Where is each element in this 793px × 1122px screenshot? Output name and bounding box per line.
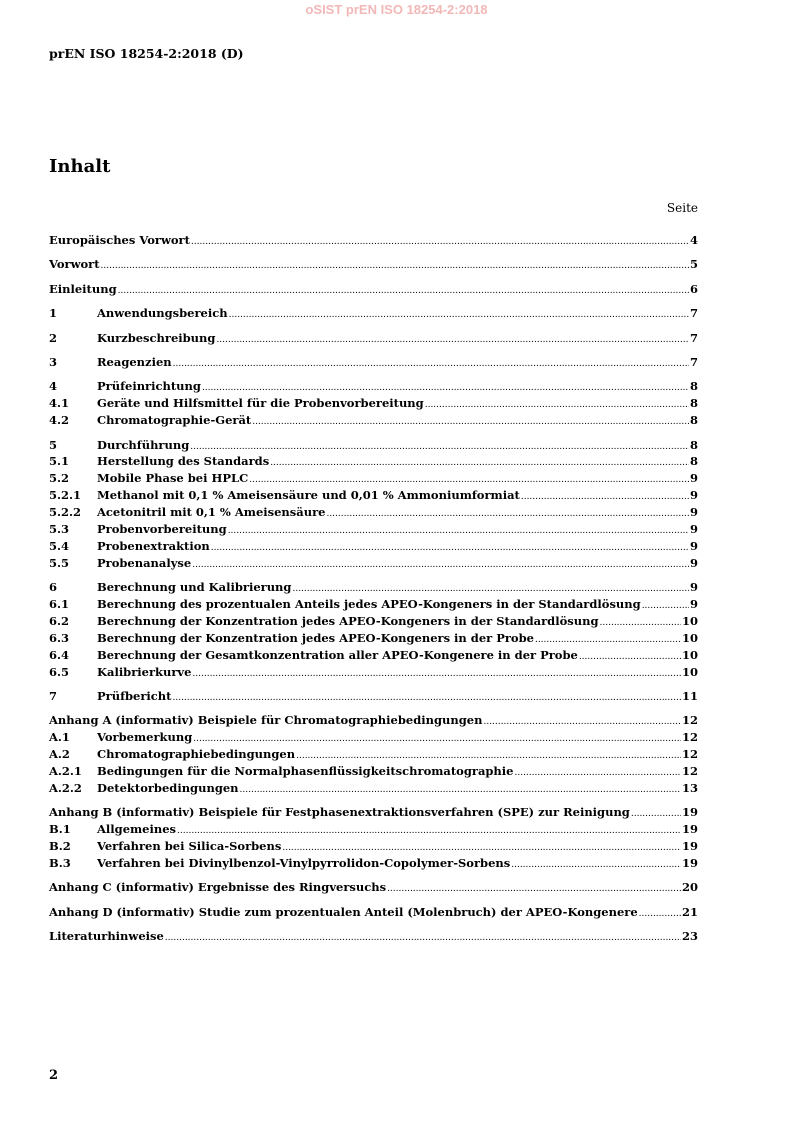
toc-entry-number: 4.2	[49, 413, 70, 428]
toc-entry-number: 5	[49, 437, 58, 452]
toc-entry-label: Anhang C (informativ) Ergebnisse des Ringversuchs	[49, 880, 387, 895]
toc-entry-label: Literaturhinweise	[49, 929, 164, 944]
toc-entry-page: 9	[689, 521, 698, 536]
toc-entry[interactable]	[49, 712, 698, 729]
toc-entry[interactable]	[49, 470, 698, 487]
toc-entry-page: 7	[689, 306, 698, 321]
toc-entry-page: 12	[681, 764, 698, 779]
toc-entry[interactable]	[49, 281, 698, 298]
toc-entry-page: 9	[689, 555, 698, 570]
toc-leader-dots	[631, 806, 681, 823]
toc-entry-number: 3	[49, 354, 58, 369]
toc-leader-dots	[211, 540, 689, 557]
toc-leader-dots	[173, 356, 689, 373]
toc-leader-dots	[600, 615, 681, 632]
toc-entry[interactable]	[49, 412, 698, 429]
toc-entry-label: Probenextraktion	[97, 538, 210, 553]
toc-leader-dots	[270, 455, 689, 472]
toc-entry[interactable]	[49, 855, 698, 872]
toc-entry-label: Verfahren bei Divinylbenzol-Vinylpyrrolidon-Copolymer-Sorbens	[97, 856, 511, 870]
toc-entry-label: Einleitung	[49, 281, 117, 296]
toc-entry-number: 6.3	[49, 630, 70, 645]
toc-entry[interactable]	[49, 879, 698, 896]
toc-entry-page: 6	[689, 281, 698, 296]
table-of-contents	[49, 232, 698, 945]
toc-entry-page: 9	[689, 580, 698, 595]
toc-entry-number: 1	[49, 306, 58, 321]
toc-entry-page: 9	[689, 538, 698, 553]
seite-label: Seite	[666, 201, 698, 215]
toc-entry-page: 8	[689, 454, 698, 469]
toc-leader-dots	[172, 690, 681, 707]
toc-entry-label: Kalibrierkurve	[97, 664, 192, 679]
toc-entry-label: Berechnung der Gesamtkonzentration aller APEO-Kongenere in der Probe	[97, 647, 578, 662]
toc-leader-dots	[229, 307, 689, 324]
toc-entry[interactable]	[49, 780, 698, 797]
toc-entry-page: 9	[689, 505, 698, 520]
toc-leader-dots	[101, 258, 689, 275]
toc-entry-page: 20	[681, 880, 698, 895]
toc-entry-label: Berechnung der Konzentration jedes APEO-Kongeners in der Probe	[97, 630, 534, 645]
toc-entry-number: B.3	[49, 856, 71, 870]
toc-entry[interactable]	[49, 487, 698, 504]
toc-leader-dots	[579, 649, 681, 666]
toc-entry-label: Acetonitril mit 0,1 % Ameisensäure	[97, 505, 326, 520]
toc-entry-label: Allgemeines	[97, 822, 177, 837]
toc-entry-page: 19	[681, 822, 698, 837]
toc-entry-page: 10	[681, 647, 698, 662]
toc-entry-number: 2	[49, 330, 58, 345]
toc-leader-dots	[425, 397, 689, 414]
toc-entry-label: Prüfeinrichtung	[97, 379, 201, 394]
toc-entry-page: 13	[681, 780, 698, 795]
toc-entry-page: 7	[689, 354, 698, 369]
toc-entry-number: 7	[49, 688, 58, 703]
toc-leader-dots	[118, 283, 689, 300]
toc-entry[interactable]	[49, 904, 698, 921]
toc-entry-number: 5.2	[49, 471, 70, 486]
toc-entry[interactable]	[49, 630, 698, 647]
toc-entry-label: Herstellung des Standards	[97, 454, 270, 469]
toc-entry-page: 19	[681, 805, 698, 820]
toc-entry-number: A.2	[49, 747, 70, 762]
toc-entry-label: Prüfbericht	[97, 688, 172, 703]
toc-entry[interactable]	[49, 437, 698, 454]
toc-entry-page: 9	[689, 471, 698, 486]
toc-entry-page: 4	[689, 233, 698, 247]
page-number: 2	[49, 1068, 59, 1083]
toc-leader-dots	[252, 414, 689, 431]
toc-entry-page: 19	[681, 839, 698, 854]
toc-entry-number: 6.4	[49, 647, 70, 662]
toc-entry-label: Mobile Phase bei HPLC	[97, 471, 249, 486]
toc-leader-dots	[228, 523, 689, 540]
toc-entry[interactable]	[49, 729, 698, 746]
toc-entry-page: 10	[681, 630, 698, 645]
toc-entry[interactable]	[49, 538, 698, 555]
toc-entry-label: Verfahren bei Silica-Sorbens	[97, 839, 282, 854]
toc-entry-page: 8	[689, 437, 698, 452]
toc-entry[interactable]	[49, 330, 698, 347]
page-title: Inhalt	[49, 156, 111, 177]
toc-entry-page: 9	[689, 597, 698, 612]
toc-leader-dots	[511, 857, 681, 874]
toc-entry-label: Kurzbeschreibung	[97, 330, 216, 345]
toc-entry-number: 5.3	[49, 521, 70, 536]
toc-entry-number: A.1	[49, 730, 70, 745]
toc-leader-dots	[191, 234, 689, 251]
toc-entry[interactable]	[49, 664, 698, 681]
toc-entry[interactable]	[49, 378, 698, 395]
toc-entry-label: Berechnung der Konzentration jedes APEO-Kongeners in der Standardlösung	[97, 613, 599, 628]
toc-entry[interactable]	[49, 613, 698, 630]
toc-entry-label: Anwendungsbereich	[97, 306, 228, 321]
toc-entry-label: Anhang A (informativ) Beispiele für Chromatographiebedingungen	[49, 713, 483, 728]
toc-entry-label: Berechnung und Kalibrierung	[97, 580, 292, 595]
watermark: oSIST prEN ISO 18254-2:2018	[305, 2, 488, 17]
toc-entry-page: 5	[689, 257, 698, 272]
toc-entry-page: 8	[689, 413, 698, 428]
toc-entry[interactable]	[49, 555, 698, 572]
toc-leader-dots	[514, 765, 681, 782]
toc-entry-number: 6.1	[49, 597, 70, 612]
toc-entry[interactable]	[49, 821, 698, 838]
toc-entry-label: Durchführung	[97, 437, 190, 452]
toc-entry-page: 23	[681, 929, 698, 944]
toc-entry[interactable]	[49, 395, 698, 412]
toc-entry-number: 5.2.1	[49, 488, 82, 503]
toc-leader-dots	[639, 906, 681, 923]
toc-entry-number: 5.5	[49, 555, 70, 570]
toc-entry-number: 6.2	[49, 613, 70, 628]
toc-entry-number: 4	[49, 379, 58, 394]
toc-entry[interactable]	[49, 763, 698, 780]
toc-entry-label: Chromatographie-Gerät	[97, 413, 252, 428]
toc-entry-label: Geräte und Hilfsmittel für die Probenvorbereitung	[97, 396, 424, 411]
toc-entry-page: 8	[689, 379, 698, 394]
toc-entry-page: 8	[689, 396, 698, 411]
toc-entry-label: Detektorbedingungen	[97, 780, 239, 795]
toc-entry[interactable]	[49, 453, 698, 470]
toc-entry-label: Bedingungen für die Normalphasenflüssigkeitschromatographie	[97, 764, 514, 779]
toc-entry-label: Chromatographiebedingungen	[97, 747, 296, 762]
toc-leader-dots	[240, 782, 681, 799]
toc-entry-number: B.2	[49, 839, 71, 854]
toc-entry[interactable]	[49, 804, 698, 821]
toc-entry[interactable]	[49, 256, 698, 273]
toc-entry[interactable]	[49, 688, 698, 705]
document-id: prEN ISO 18254-2:2018 (D)	[49, 46, 244, 61]
toc-entry-number: A.2.1	[49, 764, 82, 779]
toc-entry-number: 6.5	[49, 664, 70, 679]
toc-entry-number: A.2.2	[49, 780, 82, 795]
toc-entry-page: 12	[681, 713, 698, 728]
toc-entry[interactable]	[49, 579, 698, 596]
toc-entry[interactable]	[49, 354, 698, 371]
toc-leader-dots	[216, 332, 689, 349]
toc-entry-page: 9	[689, 488, 698, 503]
toc-entry-label: Probenanalyse	[97, 555, 192, 570]
toc-entry-page: 11	[681, 688, 698, 703]
toc-entry-page: 10	[681, 664, 698, 679]
toc-entry-page: 12	[681, 730, 698, 745]
toc-entry[interactable]	[49, 596, 698, 613]
toc-entry-label: Vorwort	[49, 257, 100, 272]
toc-leader-dots	[192, 666, 681, 683]
toc-entry-number: 4.1	[49, 396, 70, 411]
toc-entry-number: 5.2.2	[49, 505, 82, 520]
toc-entry-label: Probenvorbereitung	[97, 521, 227, 536]
toc-entry[interactable]	[49, 746, 698, 763]
toc-entry-number: 5.4	[49, 538, 70, 553]
toc-leader-dots	[483, 714, 681, 731]
toc-entry-label: Reagenzien	[97, 354, 172, 369]
toc-entry[interactable]	[49, 838, 698, 855]
toc-entry-label: Vorbemerkung	[97, 730, 193, 745]
toc-entry[interactable]	[49, 647, 698, 664]
toc-entry-page: 21	[681, 904, 698, 919]
toc-entry-page: 12	[681, 747, 698, 762]
toc-entry-page: 19	[681, 856, 698, 870]
toc-leader-dots	[165, 930, 681, 947]
toc-entry-page: 10	[681, 613, 698, 628]
toc-entry-number: B.1	[49, 822, 71, 837]
toc-leader-dots	[192, 557, 689, 574]
toc-leader-dots	[521, 489, 689, 506]
toc-entry-label: Berechnung des prozentualen Anteils jedes APEO-Kongeners in der Standardlösung	[97, 597, 641, 612]
toc-leader-dots	[326, 506, 689, 523]
toc-entry[interactable]	[49, 504, 698, 521]
toc-leader-dots	[387, 881, 681, 898]
toc-entry-label: Europäisches Vorwort	[49, 233, 190, 247]
toc-entry-label: Anhang D (informativ) Studie zum prozentualen Anteil (Molenbruch) der APEO-Kongenere	[49, 904, 638, 919]
toc-entry[interactable]	[49, 521, 698, 538]
toc-entry-number: 6	[49, 580, 58, 595]
toc-entry[interactable]	[49, 305, 698, 322]
toc-entry-number: 5.1	[49, 454, 70, 469]
toc-entry[interactable]	[49, 232, 698, 249]
toc-entry-label: Methanol mit 0,1 % Ameisensäure und 0,01 % Ammoniumformiat	[97, 488, 520, 503]
toc-entry-label: Anhang B (informativ) Beispiele für Festphasenextraktionsverfahren (SPE) zur Reinigung	[49, 805, 630, 820]
toc-entry[interactable]	[49, 928, 698, 945]
toc-entry-page: 7	[689, 330, 698, 345]
